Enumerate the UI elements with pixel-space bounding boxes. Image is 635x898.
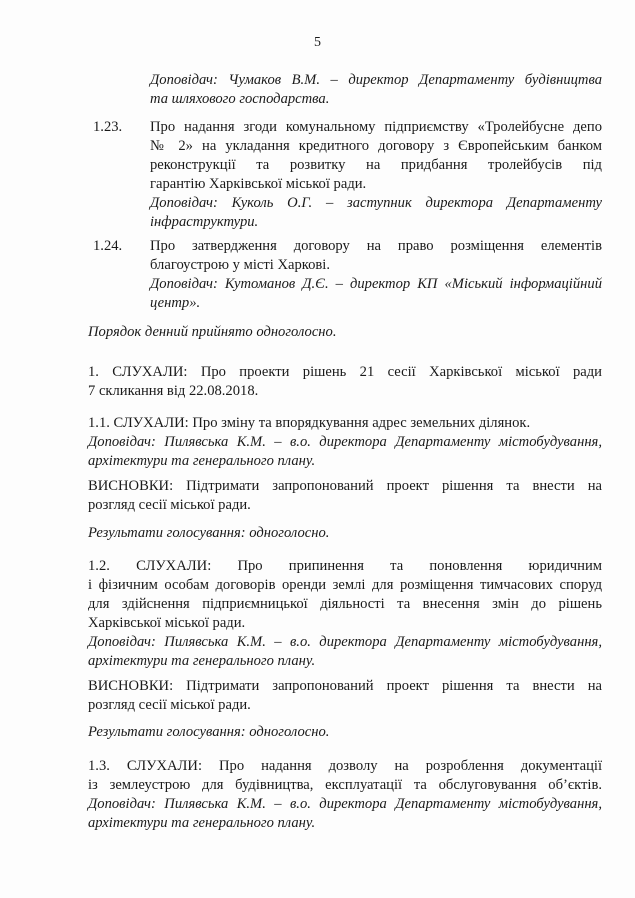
agenda-item-line: гарантію Харківської міської ради. <box>150 176 367 192</box>
intro-speaker-line: та шляхового господарства. <box>150 91 330 107</box>
speaker-line: архітектури та генерального плану. <box>88 815 316 831</box>
speaker-line: Доповідач: Пилявська К.М. – в.о. директора Департаменту містобудування, <box>88 634 602 650</box>
section-1-2 <box>88 557 602 671</box>
vote-result-1-1 <box>88 524 602 543</box>
agenda-item-number: 1.23. <box>93 119 123 135</box>
page-number: 5 <box>314 35 321 50</box>
agenda-item-speaker-line: інфраструктури. <box>150 214 259 230</box>
vote-result-text: Результати голосування: одноголосно. <box>88 525 330 541</box>
heard-1 <box>88 363 602 401</box>
agenda-item-text <box>150 118 602 232</box>
heard-line: 1.3. СЛУХАЛИ: Про надання дозволу на розроблення документації <box>88 758 602 774</box>
agenda-item-line: благоустрою у місті Харкові. <box>150 257 331 273</box>
conclusion-line: ВИСНОВКИ: Підтримати запропонований проект рішення та внести на <box>88 478 602 494</box>
speaker-line: Доповідач: Пилявська К.М. – в.о. директора Департаменту містобудування, <box>88 434 602 450</box>
agenda-adopted-text: Порядок денний прийнято одноголосно. <box>88 324 337 340</box>
speaker-line: архітектури та генерального плану. <box>88 453 316 469</box>
heard-line: 1. СЛУХАЛИ: Про проекти рішень 21 сесії Харківської міської ради <box>88 364 602 380</box>
conclusion-line: розгляд сесії міської ради. <box>88 497 251 513</box>
agenda-item-speaker-line: Доповідач: Кутоманов Д.Є. – директор КП «Міський інформаційний <box>150 276 602 292</box>
agenda-item-speaker-line: Доповідач: Куколь О.Г. – заступник директора Департаменту <box>150 195 602 211</box>
speaker-line: архітектури та генерального плану. <box>88 653 316 669</box>
vote-result-1-2 <box>88 723 602 742</box>
conclusion-line: розгляд сесії міської ради. <box>88 697 251 713</box>
vote-result-text: Результати голосування: одноголосно. <box>88 724 330 740</box>
agenda-item-speaker-line: центр». <box>150 295 201 311</box>
heard-line: 7 скликання від 22.08.2018. <box>88 383 259 399</box>
intro-speaker <box>150 71 602 109</box>
agenda-item-line: № 2» на укладання кредитного договору з Європейським банком <box>150 138 602 154</box>
heard-line: 1.1. СЛУХАЛИ: Про зміну та впорядкування адрес земельних ділянок. <box>88 415 531 431</box>
conclusion-line: ВИСНОВКИ: Підтримати запропонований проект рішення та внести на <box>88 678 602 694</box>
heard-line: і фізичним особам договорів оренди землі для розміщення тимчасових споруд <box>88 577 602 593</box>
heard-line: із землеустрою для будівництва, експлуатації та обслуговування об’єктів. <box>88 777 602 793</box>
agenda-item-text <box>150 237 602 313</box>
heard-line: 1.2. СЛУХАЛИ: Про припинення та поновлення юридичним <box>88 558 602 574</box>
section-1-3 <box>88 757 602 833</box>
section-1-1 <box>88 414 602 471</box>
conclusion-1-2 <box>88 677 602 715</box>
heard-line: для здійснення підприємницької діяльності та внесення змін до рішень <box>88 596 602 612</box>
agenda-item-line: реконструкції та розвитку на придбання тролейбусів під <box>150 157 602 173</box>
agenda-item-line: Про надання згоди комунальному підприємству «Тролейбусне депо <box>150 119 602 135</box>
heard-line: Харківської міської ради. <box>88 615 246 631</box>
intro-speaker-line: Доповідач: Чумаков В.М. – директор Департаменту будівництва <box>150 72 602 88</box>
agenda-item-line: Про затвердження договору на право розміщення елементів <box>150 238 602 254</box>
conclusion-1-1 <box>88 477 602 515</box>
agenda-item-number: 1.24. <box>93 238 123 254</box>
agenda-adopted-note <box>88 323 602 342</box>
speaker-line: Доповідач: Пилявська К.М. – в.о. директора Департаменту містобудування, <box>88 796 602 812</box>
